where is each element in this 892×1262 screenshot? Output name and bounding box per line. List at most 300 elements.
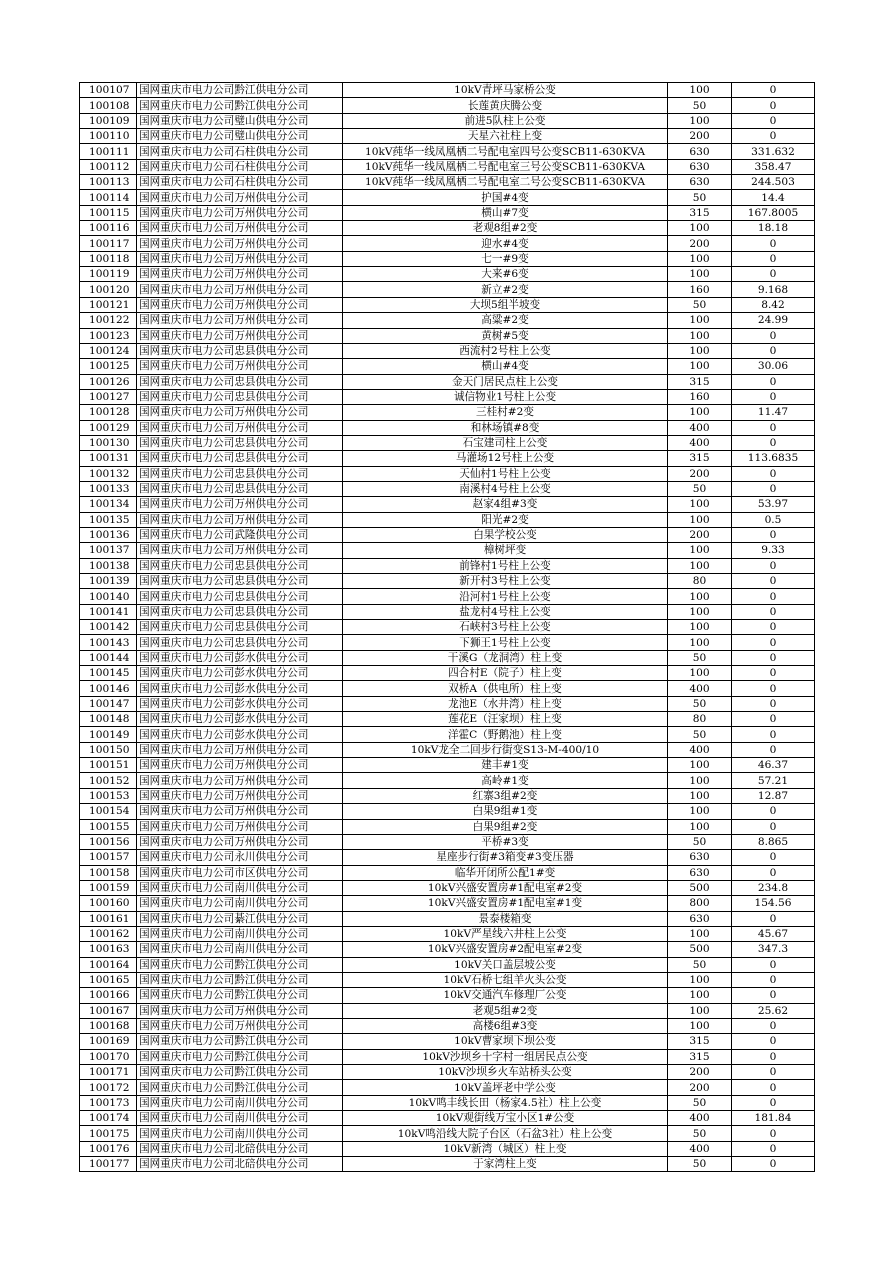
load-cell: 25.62: [732, 1003, 815, 1018]
company-cell: 国网重庆市电力公司南川供电分公司: [137, 942, 343, 957]
row-id-cell: 100157: [80, 850, 137, 865]
company-cell: 国网重庆市电力公司万州供电分公司: [137, 328, 343, 343]
capacity-cell: 200: [668, 129, 732, 144]
row-id-cell: 100131: [80, 451, 137, 466]
table-row: [80, 666, 815, 681]
capacity-cell: 100: [668, 758, 732, 773]
capacity-cell: 315: [668, 451, 732, 466]
transformer-name-cell: 10kV观街线万宝小区1#公变: [343, 1111, 668, 1126]
capacity-cell: 400: [668, 1111, 732, 1126]
table-row: [80, 221, 815, 236]
table-row: [80, 159, 815, 174]
row-id-cell: 100114: [80, 190, 137, 205]
table-row: [80, 926, 815, 941]
row-id-cell: 100146: [80, 681, 137, 696]
transformer-name-cell: 横山#4变: [343, 359, 668, 374]
capacity-cell: 50: [668, 481, 732, 496]
capacity-cell: 100: [668, 221, 732, 236]
capacity-cell: 630: [668, 175, 732, 190]
row-id-cell: 100150: [80, 742, 137, 757]
transformer-name-cell: 赵家4组#3变: [343, 497, 668, 512]
company-cell: 国网重庆市电力公司万州供电分公司: [137, 313, 343, 328]
company-cell: 国网重庆市电力公司石柱供电分公司: [137, 144, 343, 159]
load-cell: 0: [732, 1157, 815, 1172]
capacity-cell: 50: [668, 297, 732, 312]
table-row: [80, 420, 815, 435]
transformer-name-cell: 樟树坪变: [343, 543, 668, 558]
load-cell: 0: [732, 1126, 815, 1141]
table-body: [80, 83, 815, 1172]
capacity-cell: 500: [668, 942, 732, 957]
table-row: [80, 604, 815, 619]
row-id-cell: 100107: [80, 83, 137, 98]
row-id-cell: 100111: [80, 144, 137, 159]
row-id-cell: 100140: [80, 589, 137, 604]
table-row: [80, 696, 815, 711]
transformer-name-cell: 10kV鸣沿线大院子台区（石盆3社）柱上公变: [343, 1126, 668, 1141]
row-id-cell: 100153: [80, 788, 137, 803]
row-id-cell: 100151: [80, 758, 137, 773]
row-id-cell: 100135: [80, 512, 137, 527]
transformer-name-cell: 迎水#4变: [343, 236, 668, 251]
row-id-cell: 100154: [80, 804, 137, 819]
company-cell: 国网重庆市电力公司忠县供电分公司: [137, 481, 343, 496]
company-cell: 国网重庆市电力公司黔江供电分公司: [137, 1065, 343, 1080]
row-id-cell: 100138: [80, 558, 137, 573]
transformer-name-cell: 10kV沙坝乡火车站桥头公变: [343, 1065, 668, 1080]
capacity-cell: 50: [668, 1126, 732, 1141]
table-row: [80, 865, 815, 880]
table-row: [80, 144, 815, 159]
load-cell: 12.87: [732, 788, 815, 803]
row-id-cell: 100123: [80, 328, 137, 343]
company-cell: 国网重庆市电力公司石柱供电分公司: [137, 175, 343, 190]
capacity-cell: 80: [668, 574, 732, 589]
transformer-name-cell: 龙池E（水井湾）柱上变: [343, 696, 668, 711]
capacity-cell: 100: [668, 267, 732, 282]
capacity-cell: 100: [668, 788, 732, 803]
capacity-cell: 630: [668, 911, 732, 926]
table-row: [80, 297, 815, 312]
transformer-name-cell: 10kV鸣丰线长田（杨家4.5社）柱上公变: [343, 1095, 668, 1110]
row-id-cell: 100152: [80, 773, 137, 788]
load-cell: 154.56: [732, 896, 815, 911]
transformer-name-cell: 景泰楼箱变: [343, 911, 668, 926]
load-cell: 0: [732, 343, 815, 358]
load-cell: 53.97: [732, 497, 815, 512]
company-cell: 国网重庆市电力公司忠县供电分公司: [137, 389, 343, 404]
table-row: [80, 988, 815, 1003]
row-id-cell: 100133: [80, 481, 137, 496]
table-row: [80, 620, 815, 635]
company-cell: 国网重庆市电力公司忠县供电分公司: [137, 451, 343, 466]
company-cell: 国网重庆市电力公司黔江供电分公司: [137, 972, 343, 987]
company-cell: 国网重庆市电力公司石柱供电分公司: [137, 159, 343, 174]
company-cell: 国网重庆市电力公司彭水供电分公司: [137, 650, 343, 665]
company-cell: 国网重庆市电力公司忠县供电分公司: [137, 435, 343, 450]
capacity-cell: 630: [668, 144, 732, 159]
load-cell: 167.8005: [732, 205, 815, 220]
capacity-cell: 315: [668, 374, 732, 389]
load-cell: 0: [732, 466, 815, 481]
row-id-cell: 100117: [80, 236, 137, 251]
company-cell: 国网重庆市电力公司黔江供电分公司: [137, 83, 343, 98]
table-row: [80, 512, 815, 527]
table-row: [80, 758, 815, 773]
capacity-cell: 100: [668, 926, 732, 941]
company-cell: 国网重庆市电力公司南川供电分公司: [137, 926, 343, 941]
company-cell: 国网重庆市电力公司万州供电分公司: [137, 773, 343, 788]
transformer-name-cell: 洋霍C（野鹅池）柱上变: [343, 727, 668, 742]
company-cell: 国网重庆市电力公司忠县供电分公司: [137, 574, 343, 589]
company-cell: 国网重庆市电力公司武隆供电分公司: [137, 527, 343, 542]
transformer-name-cell: 双桥A（供电所）柱上变: [343, 681, 668, 696]
transformer-name-cell: 三桂村#2变: [343, 405, 668, 420]
load-cell: 8.865: [732, 834, 815, 849]
table-row: [80, 313, 815, 328]
table-row: [80, 834, 815, 849]
row-id-cell: 100122: [80, 313, 137, 328]
table-row: [80, 1111, 815, 1126]
transformer-name-cell: 盐龙村4号柱上公变: [343, 604, 668, 619]
company-cell: 国网重庆市电力公司忠县供电分公司: [137, 620, 343, 635]
company-cell: 国网重庆市电力公司万州供电分公司: [137, 512, 343, 527]
load-cell: 9.33: [732, 543, 815, 558]
table-row: [80, 282, 815, 297]
table-row: [80, 435, 815, 450]
load-cell: 46.37: [732, 758, 815, 773]
company-cell: 国网重庆市电力公司璧山供电分公司: [137, 129, 343, 144]
capacity-cell: 50: [668, 957, 732, 972]
row-id-cell: 100172: [80, 1080, 137, 1095]
transformer-name-cell: 七一#9变: [343, 251, 668, 266]
company-cell: 国网重庆市电力公司忠县供电分公司: [137, 604, 343, 619]
transformer-name-cell: 白果9组#1变: [343, 804, 668, 819]
table-row: [80, 911, 815, 926]
capacity-cell: 100: [668, 251, 732, 266]
table-row: [80, 712, 815, 727]
capacity-cell: 200: [668, 1065, 732, 1080]
company-cell: 国网重庆市电力公司万州供电分公司: [137, 236, 343, 251]
table-row: [80, 466, 815, 481]
capacity-cell: 800: [668, 896, 732, 911]
capacity-cell: 315: [668, 205, 732, 220]
transformer-name-cell: 老观5组#2变: [343, 1003, 668, 1018]
table-row: [80, 635, 815, 650]
load-cell: 234.8: [732, 880, 815, 895]
transformer-table: [79, 82, 815, 1172]
capacity-cell: 50: [668, 727, 732, 742]
load-cell: 0: [732, 83, 815, 98]
load-cell: 0: [732, 98, 815, 113]
row-id-cell: 100141: [80, 604, 137, 619]
company-cell: 国网重庆市电力公司万州供电分公司: [137, 359, 343, 374]
load-cell: 0: [732, 1049, 815, 1064]
transformer-name-cell: 新开村3号柱上公变: [343, 574, 668, 589]
row-id-cell: 100113: [80, 175, 137, 190]
load-cell: 0: [732, 113, 815, 128]
table-row: [80, 405, 815, 420]
load-cell: 45.67: [732, 926, 815, 941]
company-cell: 国网重庆市电力公司万州供电分公司: [137, 742, 343, 757]
row-id-cell: 100148: [80, 712, 137, 727]
table-row: [80, 83, 815, 98]
table-row: [80, 957, 815, 972]
transformer-name-cell: 临华开闭所公配1#变: [343, 865, 668, 880]
transformer-name-cell: 南溪村4号柱上公变: [343, 481, 668, 496]
company-cell: 国网重庆市电力公司万州供电分公司: [137, 405, 343, 420]
company-cell: 国网重庆市电力公司万州供电分公司: [137, 543, 343, 558]
company-cell: 国网重庆市电力公司市区供电分公司: [137, 865, 343, 880]
company-cell: 国网重庆市电力公司黔江供电分公司: [137, 98, 343, 113]
load-cell: 347.3: [732, 942, 815, 957]
transformer-name-cell: 10kV兴盛安置房#1配电室#1变: [343, 896, 668, 911]
table-row: [80, 773, 815, 788]
capacity-cell: 315: [668, 1034, 732, 1049]
transformer-name-cell: 阳光#2变: [343, 512, 668, 527]
table-row: [80, 251, 815, 266]
transformer-name-cell: 前锋村1号柱上公变: [343, 558, 668, 573]
row-id-cell: 100169: [80, 1034, 137, 1049]
capacity-cell: 100: [668, 620, 732, 635]
transformer-name-cell: 10kV关口盖层坡公变: [343, 957, 668, 972]
company-cell: 国网重庆市电力公司彭水供电分公司: [137, 727, 343, 742]
transformer-name-cell: 10kV青坪马家桥公变: [343, 83, 668, 98]
transformer-name-cell: 平桥#3变: [343, 834, 668, 849]
company-cell: 国网重庆市电力公司南川供电分公司: [137, 896, 343, 911]
capacity-cell: 100: [668, 343, 732, 358]
capacity-cell: 100: [668, 558, 732, 573]
transformer-name-cell: 四合村E（院子）柱上变: [343, 666, 668, 681]
transformer-name-cell: 高粱#2变: [343, 313, 668, 328]
capacity-cell: 100: [668, 666, 732, 681]
capacity-cell: 100: [668, 972, 732, 987]
company-cell: 国网重庆市电力公司万州供电分公司: [137, 282, 343, 297]
load-cell: 0.5: [732, 512, 815, 527]
row-id-cell: 100144: [80, 650, 137, 665]
load-cell: 0: [732, 972, 815, 987]
table-row: [80, 175, 815, 190]
transformer-name-cell: 高岭#1变: [343, 773, 668, 788]
load-cell: 24.99: [732, 313, 815, 328]
row-id-cell: 100134: [80, 497, 137, 512]
load-cell: 181.84: [732, 1111, 815, 1126]
load-cell: 30.06: [732, 359, 815, 374]
table-row: [80, 1095, 815, 1110]
capacity-cell: 50: [668, 190, 732, 205]
load-cell: 0: [732, 420, 815, 435]
company-cell: 国网重庆市电力公司万州供电分公司: [137, 205, 343, 220]
company-cell: 国网重庆市电力公司南川供电分公司: [137, 1126, 343, 1141]
transformer-name-cell: 10kV沙坝乡十字村一组居民点公变: [343, 1049, 668, 1064]
row-id-cell: 100139: [80, 574, 137, 589]
transformer-name-cell: 白果9组#2变: [343, 819, 668, 834]
capacity-cell: 100: [668, 773, 732, 788]
load-cell: 0: [732, 604, 815, 619]
load-cell: 0: [732, 650, 815, 665]
transformer-name-cell: 天星六社柱上变: [343, 129, 668, 144]
capacity-cell: 400: [668, 681, 732, 696]
row-id-cell: 100109: [80, 113, 137, 128]
transformer-name-cell: 10kV莼华一线凤凰栖二号配电室四号公变SCB11-630KVA: [343, 144, 668, 159]
table-row: [80, 236, 815, 251]
company-cell: 国网重庆市电力公司南川供电分公司: [137, 1095, 343, 1110]
row-id-cell: 100173: [80, 1095, 137, 1110]
load-cell: 0: [732, 712, 815, 727]
load-cell: 0: [732, 558, 815, 573]
load-cell: 0: [732, 1018, 815, 1033]
load-cell: 0: [732, 267, 815, 282]
capacity-cell: 100: [668, 359, 732, 374]
load-cell: 0: [732, 435, 815, 450]
load-cell: 0: [732, 819, 815, 834]
capacity-cell: 160: [668, 389, 732, 404]
row-id-cell: 100160: [80, 896, 137, 911]
company-cell: 国网重庆市电力公司万州供电分公司: [137, 1018, 343, 1033]
table-row: [80, 190, 815, 205]
capacity-cell: 50: [668, 1157, 732, 1172]
load-cell: 0: [732, 635, 815, 650]
table-row: [80, 727, 815, 742]
table-row: [80, 1003, 815, 1018]
row-id-cell: 100137: [80, 543, 137, 558]
capacity-cell: 100: [668, 405, 732, 420]
row-id-cell: 100143: [80, 635, 137, 650]
transformer-name-cell: 星座步行街#3箱变#3变压器: [343, 850, 668, 865]
transformer-name-cell: 白果学校公变: [343, 527, 668, 542]
capacity-cell: 100: [668, 589, 732, 604]
company-cell: 国网重庆市电力公司北碚供电分公司: [137, 1141, 343, 1156]
load-cell: 0: [732, 589, 815, 604]
transformer-name-cell: 10kV盖坪老中学公变: [343, 1080, 668, 1095]
capacity-cell: 400: [668, 742, 732, 757]
table-row: [80, 804, 815, 819]
capacity-cell: 100: [668, 1003, 732, 1018]
load-cell: 9.168: [732, 282, 815, 297]
company-cell: 国网重庆市电力公司万州供电分公司: [137, 267, 343, 282]
load-cell: 0: [732, 696, 815, 711]
company-cell: 国网重庆市电力公司彭水供电分公司: [137, 666, 343, 681]
transformer-name-cell: 10kV石桥七组羊火头公变: [343, 972, 668, 987]
row-id-cell: 100118: [80, 251, 137, 266]
company-cell: 国网重庆市电力公司忠县供电分公司: [137, 635, 343, 650]
row-id-cell: 100167: [80, 1003, 137, 1018]
capacity-cell: 500: [668, 880, 732, 895]
load-cell: 0: [732, 620, 815, 635]
transformer-name-cell: 下狮王1号柱上公变: [343, 635, 668, 650]
transformer-name-cell: 10kV交通汽车修理厂公变: [343, 988, 668, 1003]
row-id-cell: 100108: [80, 98, 137, 113]
company-cell: 国网重庆市电力公司万州供电分公司: [137, 758, 343, 773]
row-id-cell: 100132: [80, 466, 137, 481]
table-row: [80, 481, 815, 496]
table-row: [80, 1126, 815, 1141]
transformer-name-cell: 干溪G（龙洞湾）柱上变: [343, 650, 668, 665]
load-cell: 0: [732, 681, 815, 696]
table-row: [80, 819, 815, 834]
row-id-cell: 100156: [80, 834, 137, 849]
transformer-name-cell: 高楼6组#3变: [343, 1018, 668, 1033]
company-cell: 国网重庆市电力公司忠县供电分公司: [137, 343, 343, 358]
row-id-cell: 100166: [80, 988, 137, 1003]
company-cell: 国网重庆市电力公司南川供电分公司: [137, 1111, 343, 1126]
table-row: [80, 681, 815, 696]
load-cell: 0: [732, 865, 815, 880]
transformer-name-cell: 石峡村3号柱上公变: [343, 620, 668, 635]
transformer-name-cell: 10kV莼华一线凤凰栖二号配电室二号公变SCB11-630KVA: [343, 175, 668, 190]
table-row: [80, 343, 815, 358]
row-id-cell: 100136: [80, 527, 137, 542]
load-cell: 14.4: [732, 190, 815, 205]
row-id-cell: 100168: [80, 1018, 137, 1033]
company-cell: 国网重庆市电力公司万州供电分公司: [137, 420, 343, 435]
table-row: [80, 497, 815, 512]
row-id-cell: 100158: [80, 865, 137, 880]
transformer-name-cell: 大来#6变: [343, 267, 668, 282]
table-row: [80, 1080, 815, 1095]
company-cell: 国网重庆市电力公司万州供电分公司: [137, 251, 343, 266]
transformer-name-cell: 黄树#5变: [343, 328, 668, 343]
company-cell: 国网重庆市电力公司万州供电分公司: [137, 497, 343, 512]
load-cell: 0: [732, 527, 815, 542]
capacity-cell: 80: [668, 712, 732, 727]
row-id-cell: 100163: [80, 942, 137, 957]
capacity-cell: 100: [668, 113, 732, 128]
company-cell: 国网重庆市电力公司彭水供电分公司: [137, 696, 343, 711]
transformer-name-cell: 大坝5组半坡变: [343, 297, 668, 312]
load-cell: 0: [732, 742, 815, 757]
row-id-cell: 100126: [80, 374, 137, 389]
table-row: [80, 451, 815, 466]
table-row: [80, 328, 815, 343]
transformer-name-cell: 前进5队柱上公变: [343, 113, 668, 128]
capacity-cell: 400: [668, 435, 732, 450]
row-id-cell: 100116: [80, 221, 137, 236]
capacity-cell: 100: [668, 1018, 732, 1033]
load-cell: 18.18: [732, 221, 815, 236]
load-cell: 0: [732, 1034, 815, 1049]
load-cell: 244.503: [732, 175, 815, 190]
company-cell: 国网重庆市电力公司万州供电分公司: [137, 788, 343, 803]
capacity-cell: 400: [668, 1141, 732, 1156]
transformer-name-cell: 10kV兴盛安置房#1配电室#2变: [343, 880, 668, 895]
row-id-cell: 100142: [80, 620, 137, 635]
row-id-cell: 100125: [80, 359, 137, 374]
row-id-cell: 100164: [80, 957, 137, 972]
row-id-cell: 100177: [80, 1157, 137, 1172]
transformer-name-cell: 红寨3组#2变: [343, 788, 668, 803]
capacity-cell: 200: [668, 527, 732, 542]
table-row: [80, 1018, 815, 1033]
load-cell: 0: [732, 374, 815, 389]
load-cell: 113.6835: [732, 451, 815, 466]
load-cell: 57.21: [732, 773, 815, 788]
load-cell: 0: [732, 666, 815, 681]
row-id-cell: 100176: [80, 1141, 137, 1156]
table-row: [80, 113, 815, 128]
load-cell: 0: [732, 389, 815, 404]
load-cell: 0: [732, 911, 815, 926]
capacity-cell: 315: [668, 1049, 732, 1064]
table-row: [80, 543, 815, 558]
company-cell: 国网重庆市电力公司万州供电分公司: [137, 297, 343, 312]
load-cell: 0: [732, 574, 815, 589]
row-id-cell: 100155: [80, 819, 137, 834]
row-id-cell: 100161: [80, 911, 137, 926]
capacity-cell: 200: [668, 236, 732, 251]
table-row: [80, 880, 815, 895]
company-cell: 国网重庆市电力公司忠县供电分公司: [137, 558, 343, 573]
